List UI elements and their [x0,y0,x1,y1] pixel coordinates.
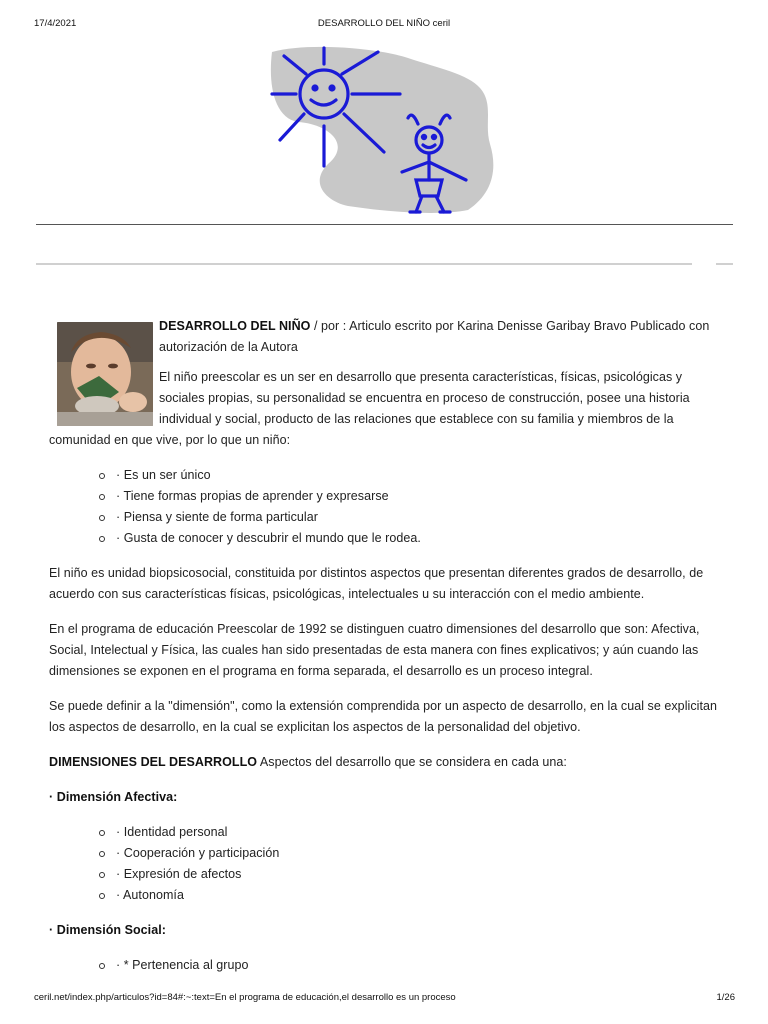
dimensions-heading: DIMENSIONES DEL DESARROLLO [49,755,258,769]
intro-paragraph: El niño preescolar es un ser en desarrollo que presenta características, físicas, psicológicas y sociales propias, su personalidad se encuentra en proceso de construcción, posee una historia individual y social, producto de las relaciones que establece con su familia y miembros de la comunidad en que vive, por lo que un niño: [49,370,690,447]
nav-divider-end [716,263,733,265]
list-item: · Tiene formas propias de aprender y expresarse [99,486,721,507]
unity-paragraph: El niño es unidad biopsicosocial, constituida por distintos aspectos que presentan diferentes grados de desarrollo, de acuerdo con sus características físicas, psicológicas, intelectuales u su interacción con el medio ambiente. [49,566,704,601]
header-divider [36,224,733,225]
list-item: · Gusta de conocer y descubrir el mundo que le rodea. [99,528,721,549]
program-paragraph: En el programa de educación Preescolar de 1992 se distinguen cuatro dimensiones del desarrollo que son: Afectiva, Social, Intelectual y Física, las cuales han sido presentadas de esta manera con fines explicativos; y aún cuando las dimensiones se exponen en el programa en forma separada, el desarrollo es un proceso integral. [49,622,700,678]
article-title: DESARROLLO DEL NIÑO [159,319,311,333]
print-url: ceril.net/index.php/articulos?id=84#:~:text=En el programa de educación,el desarrollo es un proceso [34,992,456,1003]
print-page-title: DESARROLLO DEL NIÑO ceril [317,18,451,29]
print-date: 17/4/2021 [34,18,77,29]
article-byline: / por : Articulo escrito por Karina Denisse Garibay Bravo Publicado con autorización de la Autora [159,319,710,354]
child-traits-list [49,465,721,549]
social-list [49,955,721,976]
print-header [0,18,768,32]
list-item: · * Pertenencia al grupo [99,955,721,976]
list-item: · Autonomía [99,885,721,906]
article-body [49,316,721,990]
affective-list [49,822,721,906]
affective-heading: · Dimensión Afectiva: [49,790,178,804]
definition-paragraph: Se puede definir a la "dimensión", como la extensión comprendida por un aspecto de desarrollo, en la cual se explicitan los aspectos de desarrollo, en la cual se explicitan los aspectos de la personalidad del objetivo. [49,699,717,734]
sun-and-child-drawing-icon [268,44,502,216]
dimensions-subtitle: Aspectos del desarrollo que se considera en cada una: [257,755,567,769]
list-item: · Expresión de afectos [99,864,721,885]
list-item: · Cooperación y participación [99,843,721,864]
list-item: · Es un ser único [99,465,721,486]
page-counter: 1/26 [716,992,735,1003]
list-item: · Piensa y siente de forma particular [99,507,721,528]
child-photo [57,322,153,426]
dimensions-line [49,752,721,773]
social-heading: · Dimensión Social: [49,923,166,937]
nav-divider [36,263,692,265]
list-item: · Identidad personal [99,822,721,843]
